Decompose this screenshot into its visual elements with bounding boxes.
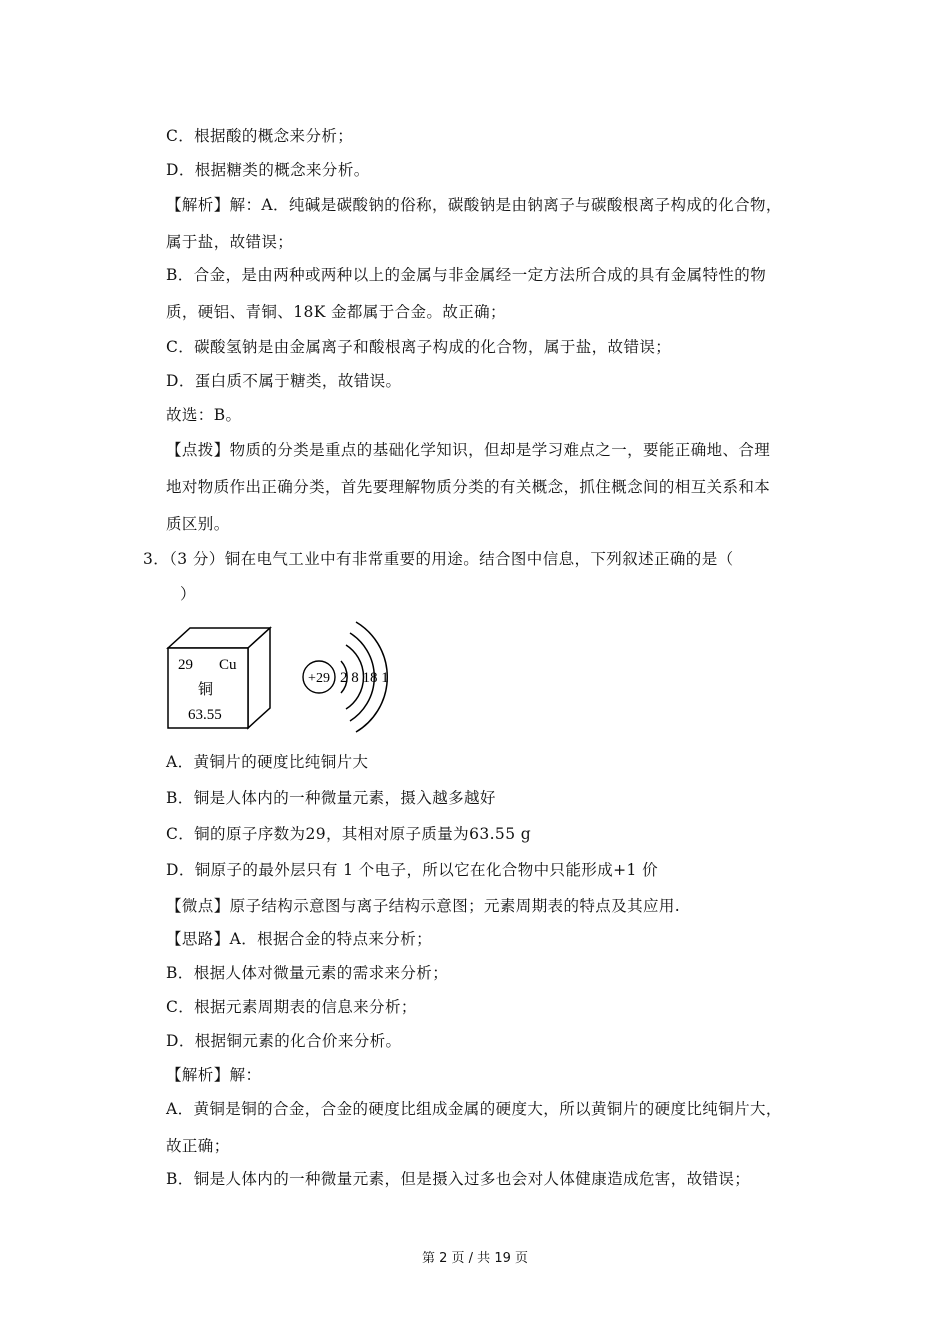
text-line: 【解析】解： — [166, 1066, 262, 1084]
option-d: D．铜原子的最外层只有 1 个电子，所以它在化合物中只能形成+1 价 — [166, 861, 659, 879]
option-b: B．铜是人体内的一种微量元素，摄入越多越好 — [166, 789, 496, 807]
text-line: D．根据糖类的概念来分析。 — [166, 161, 370, 179]
text-line: 质，硬铝、青铜、18K 金都属于合金。故正确； — [166, 303, 506, 321]
text-line: B．根据人体对微量元素的需求来分析； — [166, 964, 449, 982]
text-line: 质区别。 — [166, 515, 230, 533]
text-line: 故选：B。 — [166, 406, 242, 424]
option-c: C．铜的原子序数为29，其相对原子质量为63.55 g — [166, 825, 532, 843]
text-line: 【思路】A．根据合金的特点来分析； — [166, 930, 432, 948]
page-footer: 第 2 页 / 共 19 页 — [422, 1251, 528, 1266]
atomic-mass: 63.55 — [188, 707, 222, 723]
text-line: 【点拨】物质的分类是重点的基础化学知识，但却是学习难点之一，要能正确地、合理 — [166, 441, 771, 459]
atom-structure-diagram — [303, 622, 389, 732]
question-title: 3．（3 分）铜在电气工业中有非常重要的用途。结合图中信息，下列叙述正确的是（ — [143, 550, 734, 568]
option-a: A．黄铜片的硬度比纯铜片大 — [166, 753, 369, 771]
nucleus-charge: +29 — [308, 671, 330, 686]
text-line: D．蛋白质不属于糖类，故错误。 — [166, 372, 402, 390]
text-line: 属于盐，故错误； — [166, 233, 294, 251]
text-line: B．铜是人体内的一种微量元素，但是摄入过多也会对人体健康造成危害，故错误； — [166, 1170, 751, 1188]
text-line: C．碳酸氢钠是由金属离子和酸根离子构成的化合物，属于盐，故错误； — [166, 338, 672, 356]
text-line: B．合金，是由两种或两种以上的金属与非金属经一定方法所合成的具有金属特性的物 — [166, 266, 767, 284]
text-line: 【微点】原子结构示意图与离子结构示意图；元素周期表的特点及其应用. — [166, 897, 681, 915]
text-line: 地对物质作出正确分类，首先要理解物质分类的有关概念，抓住概念间的相互关系和本 — [166, 478, 771, 496]
text-line: C．根据酸的概念来分析； — [166, 127, 354, 145]
text-line: ） — [180, 585, 196, 603]
element-name: 铜 — [198, 682, 214, 698]
text-line: C．根据元素周期表的信息来分析； — [166, 998, 417, 1016]
atomic-number: 29 — [178, 657, 193, 673]
shell-electrons: 2 8 18 1 — [340, 670, 389, 686]
copper-figure — [160, 618, 420, 736]
text-line: 故正确； — [166, 1137, 230, 1155]
text-line: D．根据铜元素的化合价来分析。 — [166, 1032, 402, 1050]
element-symbol: Cu — [219, 657, 237, 673]
text-line: A．黄铜是铜的合金，合金的硬度比组成金属的硬度大，所以黄铜片的硬度比纯铜片大， — [166, 1100, 782, 1118]
element-card — [168, 628, 270, 728]
text-line: 【解析】解：A．纯碱是碳酸钠的俗称，碳酸钠是由钠离子与碳酸根离子构成的化合物， — [166, 196, 782, 214]
